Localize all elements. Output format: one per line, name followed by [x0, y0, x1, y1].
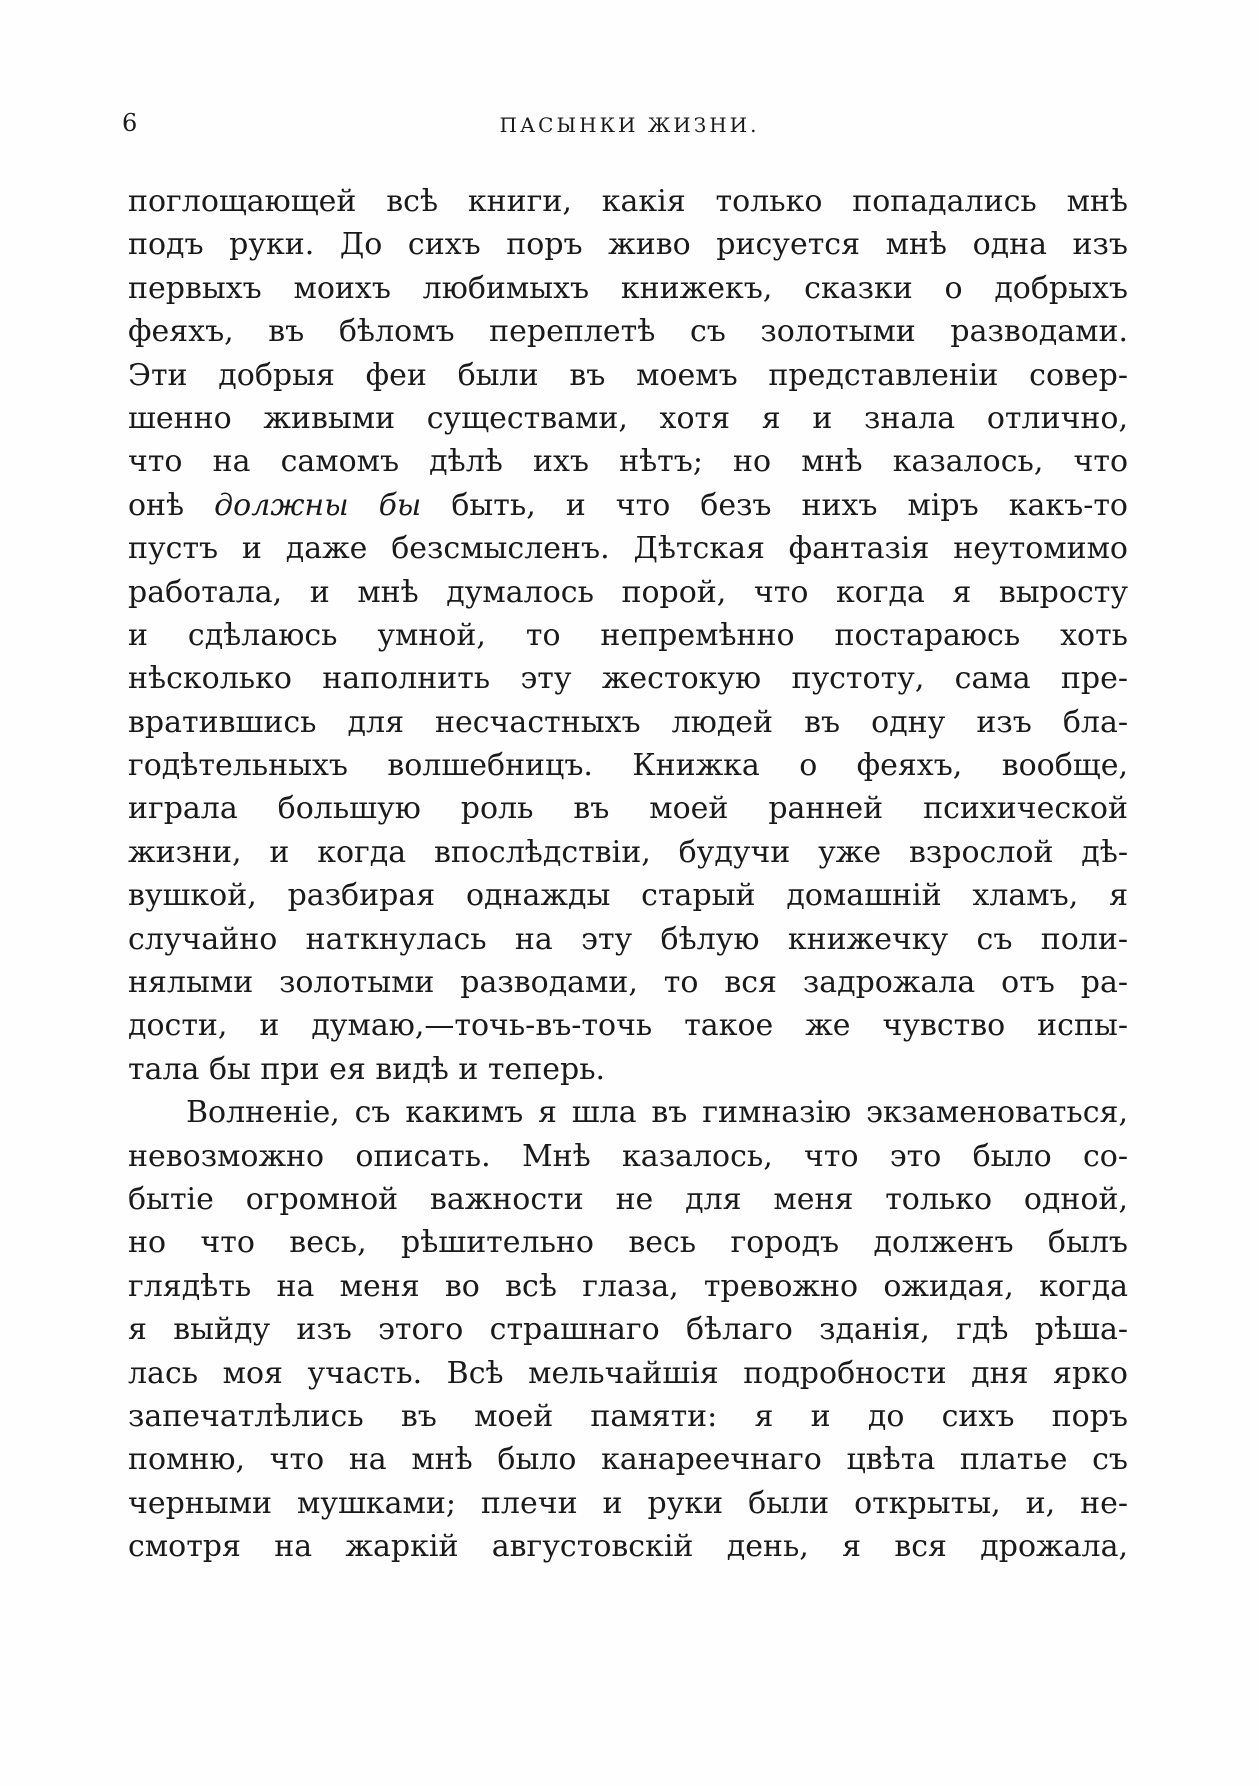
- text-line: нялыми золотыми разводами, то вся задрожала отъ ра-: [128, 965, 1128, 1001]
- text-line: смотря на жаркій августовскій день, я вся дрожала,: [128, 1529, 1128, 1565]
- text-line: феяхъ, въ бѣломъ переплетѣ съ золотыми разводами.: [128, 314, 1128, 350]
- text-line: но что весь, рѣшительно весь городъ долженъ былъ: [128, 1225, 1128, 1261]
- body-text: [128, 180, 1128, 1569]
- text-line: Волненіе, съ какимъ я шла въ гимназію экзаменоваться,: [186, 1095, 1128, 1131]
- text-line: подъ руки. До сихъ поръ живо рисуется мнѣ одна изъ: [128, 227, 1128, 263]
- text-line: глядѣть на меня во всѣ глаза, тревожно ожидая, когда: [128, 1268, 1128, 1304]
- text-line-with-italic: [128, 484, 1128, 527]
- text-line: Эти добрыя феи были въ моемъ представленіи совер-: [128, 357, 1128, 393]
- text-line: что на самомъ дѣлѣ ихъ нѣтъ; но мнѣ казалось, что: [128, 444, 1128, 480]
- running-title: ПАСЫНКИ ЖИЗНИ.: [499, 113, 760, 137]
- text-line: черными мушками; плечи и руки были открыты, и, не-: [128, 1485, 1128, 1521]
- text-line: невозможно описать. Мнѣ казалось, что это было со-: [128, 1138, 1128, 1174]
- text-line: вратившись для несчастныхъ людей въ одну изъ бла-: [128, 704, 1128, 740]
- text-line: шенно живыми существами, хотя я и знала отлично,: [128, 400, 1128, 436]
- text-line: поглощающей всѣ книги, какія только попадались мнѣ: [128, 184, 1128, 219]
- text-line: запечатлѣлись въ моей памяти: я и до сихъ поръ: [128, 1398, 1128, 1434]
- italic-emphasis: должны бы: [214, 487, 422, 523]
- text-line: дости, и думаю,—точь-въ-точь такое же чувство испы-: [128, 1008, 1128, 1044]
- text-line: лась моя участь. Всѣ мельчайшія подробности дня ярко: [128, 1355, 1128, 1391]
- text-line: работала, и мнѣ думалось порой, что когда я выросту: [128, 574, 1128, 610]
- page-number: 6: [122, 109, 138, 137]
- text-line: бытіе огромной важности не для меня только одной,: [128, 1181, 1128, 1217]
- text-line: вушкой, разбирая однажды старый домашній хламъ, я: [128, 878, 1128, 914]
- text-line: нѣсколько наполнить эту жестокую пустоту, сама пре-: [128, 661, 1128, 697]
- text-line: пустъ и даже безсмысленъ. Дѣтская фантазія неутомимо: [128, 531, 1128, 567]
- text-line: жизни, и когда впослѣдствіи, будучи уже взрослой дѣ-: [128, 834, 1128, 870]
- text-line: случайно наткнулась на эту бѣлую книжечку съ поли-: [128, 921, 1128, 957]
- text-line: годѣтельныхъ волшебницъ. Книжка о феяхъ, вообще,: [128, 748, 1128, 784]
- text-segment: быть, и что безъ нихъ міръ какъ-то: [421, 487, 1128, 523]
- text-line: и сдѣлаюсь умной, то непремѣнно постараюсь хоть: [128, 617, 1128, 653]
- text-line: первыхъ моихъ любимыхъ книжекъ, сказки о добрыхъ: [128, 270, 1128, 306]
- text-line: тала бы при ея видѣ и теперь.: [128, 1051, 606, 1087]
- text-line: помню, что на мнѣ было канареечнаго цвѣта платье съ: [128, 1442, 1128, 1478]
- text-line: я выйду изъ этого страшнаго бѣлаго зданія, гдѣ рѣша-: [128, 1312, 1128, 1348]
- text-line: играла большую роль въ моей ранней психической: [128, 791, 1128, 827]
- text-segment: онѣ: [128, 487, 215, 523]
